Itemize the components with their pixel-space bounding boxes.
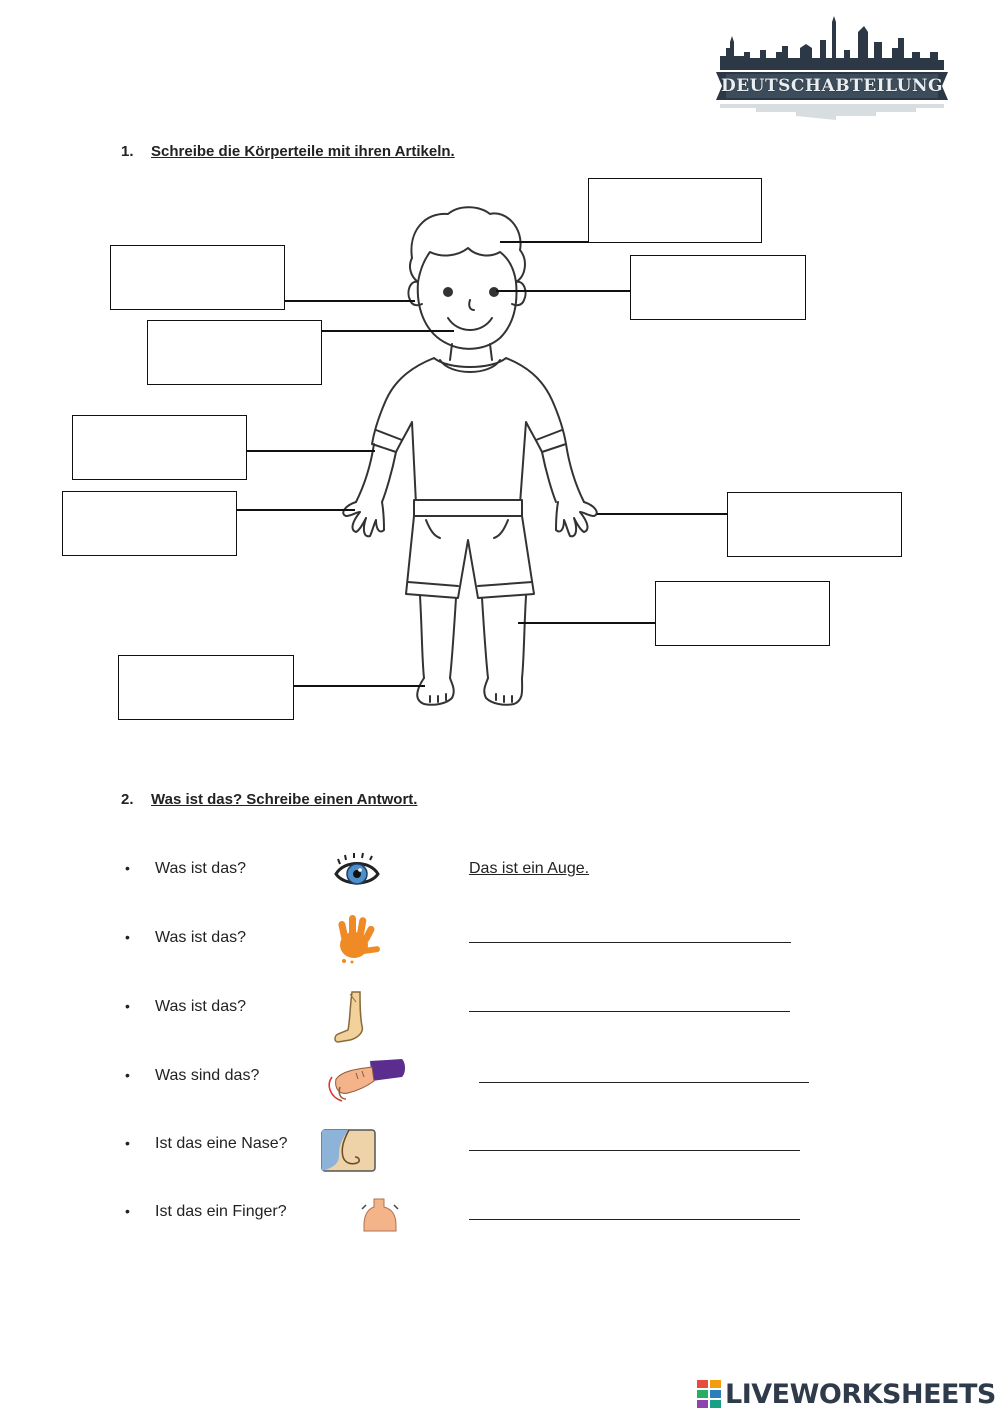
bullet: • [125, 1203, 130, 1219]
bullet: • [125, 1067, 130, 1083]
connector-eye [496, 290, 630, 292]
question-text: Ist das eine Nase? [155, 1135, 288, 1152]
question-text: Was ist das? [155, 998, 246, 1015]
question-text: Ist das ein Finger? [155, 1203, 287, 1220]
section-2-title: Was ist das? Schreibe einen Antwort. [151, 791, 418, 808]
label-box-arm[interactable] [72, 415, 247, 480]
connector-foot [293, 685, 425, 687]
deutschabteilung-logo [716, 12, 948, 122]
shoulder-icon [360, 1197, 400, 1233]
section-2-heading [121, 791, 621, 811]
example-answer: Das ist ein Auge. [469, 860, 590, 877]
liveworksheets-text: LIVEWORKSHEETS [725, 1378, 996, 1410]
nose-icon [321, 1129, 377, 1173]
connector-hair [500, 241, 588, 243]
question-row [120, 1203, 840, 1253]
label-box-eye[interactable] [630, 255, 806, 320]
section-1-title: Schreibe die Körperteile mit ihren Artikeln. [151, 143, 455, 160]
boy-drawing [330, 200, 620, 712]
question-text: Was sind das? [155, 1067, 260, 1084]
question-row [120, 860, 840, 910]
answer-input[interactable] [469, 1198, 804, 1220]
connector-mouth [322, 330, 454, 332]
label-box-foot[interactable] [118, 655, 294, 720]
section-2-number: 2. [121, 791, 134, 808]
logo-text: DEUTSCHABTEILUNG [720, 76, 944, 96]
connector-arm [247, 450, 375, 452]
answer-input[interactable] [469, 921, 795, 943]
connector-leg [518, 622, 655, 624]
bullet: • [125, 998, 130, 1014]
answer-input[interactable] [469, 990, 794, 1012]
question-text: Was ist das? [155, 860, 246, 877]
bullet: • [125, 929, 130, 945]
label-box-leg[interactable] [655, 581, 830, 646]
connector-hand-left [237, 509, 355, 511]
question-row [120, 1067, 840, 1117]
question-row [120, 929, 840, 979]
answer-input[interactable] [469, 1129, 804, 1151]
section-1-number: 1. [121, 143, 134, 160]
label-box-hand-right[interactable] [727, 492, 902, 557]
connector-hand-right [597, 513, 728, 515]
label-box-hair[interactable] [588, 178, 762, 243]
label-box-mouth[interactable] [147, 320, 322, 385]
liveworksheets-logo [697, 1378, 996, 1410]
leg-foot-icon [330, 990, 378, 1046]
question-row [120, 998, 840, 1048]
label-box-hand-left[interactable] [62, 491, 237, 556]
eye-icon [332, 848, 382, 892]
hand-icon [332, 913, 386, 965]
answer-input[interactable] [479, 1061, 813, 1083]
question-text: Was ist das? [155, 929, 246, 946]
skyline-icon [716, 12, 948, 122]
bullet: • [125, 1135, 130, 1151]
bullet: • [125, 860, 130, 876]
question-row [120, 1135, 840, 1185]
connector-ear [285, 300, 415, 302]
label-box-ear[interactable] [110, 245, 285, 310]
section-1-heading [121, 143, 621, 163]
liveworksheets-icon [697, 1380, 721, 1408]
fingers-icon [326, 1057, 408, 1105]
